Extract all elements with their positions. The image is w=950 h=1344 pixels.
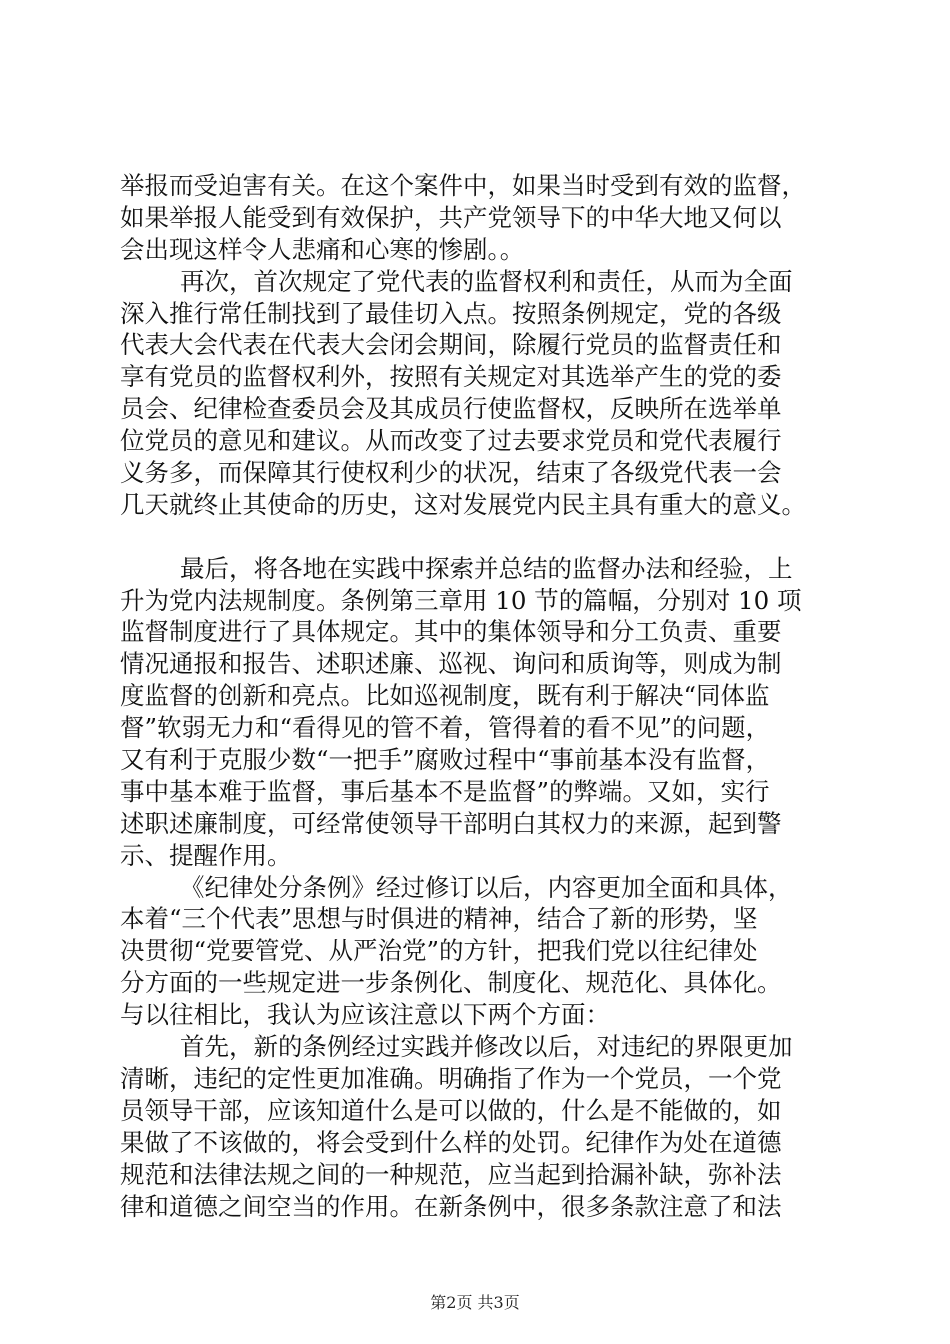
text-line: 代表大会代表在代表大会闭会期间，除履行党员的监督责任和 xyxy=(120,330,782,360)
text-line: 规范和法律法规之间的一种规范，应当起到拾漏补缺，弥补法 xyxy=(120,1159,782,1189)
text-line: 位党员的意见和建议。从而改变了过去要求党员和党代表履行 xyxy=(120,426,782,456)
paragraph-5 xyxy=(120,1031,840,1222)
text-line: 举报而受迫害有关。在这个案件中，如果当时受到有效的监督， xyxy=(120,171,806,200)
text-line: 示、提醒作用。 xyxy=(120,840,292,870)
text-line: 几天就终止其使命的历史，这对发展党内民主具有重大的意义。 xyxy=(120,489,806,519)
text-line: 本着“三个代表”思想与时俱进的精神，结合了新的形势，坚 xyxy=(120,904,758,934)
paragraph-1 xyxy=(120,170,840,266)
paragraph-2 xyxy=(120,266,840,521)
text-line: 度监督的创新和亮点。比如巡视制度，既有利于解决“同体监 xyxy=(120,681,770,711)
text-line: 会出现这样令人悲痛和心寒的惨剧。。 xyxy=(120,234,525,264)
page-number-label: 第2页 共3页 xyxy=(430,1293,520,1312)
page-footer xyxy=(0,1293,950,1313)
text-line: 又有利于克服少数“一把手”腐败过程中“事前基本没有监督， xyxy=(120,745,771,775)
text-line: 情况通报和报告、述职述廉、巡视、询问和质询等，则成为制 xyxy=(120,649,782,679)
text-line: 享有党员的监督权利外，按照有关规定对其选举产生的党的委 xyxy=(120,362,782,392)
paragraph-4 xyxy=(120,872,840,1031)
text-line: 如果举报人能受到有效保护，共产党领导下的中华大地又何以 xyxy=(120,202,782,232)
text-line: 员会、纪律检查委员会及其成员行使监督权，反映所在选举单 xyxy=(120,394,782,424)
text-line: 升为党内法规制度。条例第三章用 10 节的篇幅，分别对 10 项 xyxy=(120,585,802,615)
text-line: 述职述廉制度，可经常使领导干部明白其权力的来源，起到警 xyxy=(120,808,782,838)
text-line: 果做了不该做的，将会受到什么样的处罚。纪律作为处在道德 xyxy=(120,1127,782,1157)
text-line: 再次，首次规定了党代表的监督权利和责任，从而为全面 xyxy=(180,266,793,296)
text-line: 义务多，而保障其行使权利少的状况，结束了各级党代表一会 xyxy=(120,458,782,488)
text-line: 督”软弱无力和“看得见的管不着，管得着的看不见”的问题， xyxy=(120,713,771,743)
text-line: 分方面的一些规定进一步条例化、制度化、规范化、具体化。 xyxy=(120,968,782,998)
paragraph-3 xyxy=(120,553,840,872)
text-line: 深入推行常任制找到了最佳切入点。按照条例规定，党的各级 xyxy=(120,298,782,328)
text-line: 律和道德之间空当的作用。在新条例中，很多条款注意了和法 xyxy=(120,1191,782,1221)
text-line: 员领导干部，应该知道什么是可以做的，什么是不能做的，如 xyxy=(120,1095,782,1125)
text-line: 与以往相比，我认为应该注意以下两个方面： xyxy=(120,1000,610,1030)
text-line: 决贯彻“党要管党、从严治党”的方针，把我们党以往纪律处 xyxy=(120,936,758,966)
paragraph-gap xyxy=(120,521,840,553)
document-body xyxy=(120,170,840,1222)
text-line: 《纪律处分条例》经过修订以后，内容更加全面和具体， xyxy=(180,872,793,902)
text-line: 事中基本难于监督，事后基本不是监督”的弊端。又如，实行 xyxy=(120,776,770,806)
text-line: 监督制度进行了具体规定。其中的集体领导和分工负责、重要 xyxy=(120,617,782,647)
text-line: 首先，新的条例经过实践并修改以后，对违纪的界限更加 xyxy=(180,1032,793,1062)
text-line: 清晰，违纪的定性更加准确。明确指了作为一个党员，一个党 xyxy=(120,1063,782,1093)
text-line: 最后，将各地在实践中探索并总结的监督办法和经验，上 xyxy=(180,553,793,583)
